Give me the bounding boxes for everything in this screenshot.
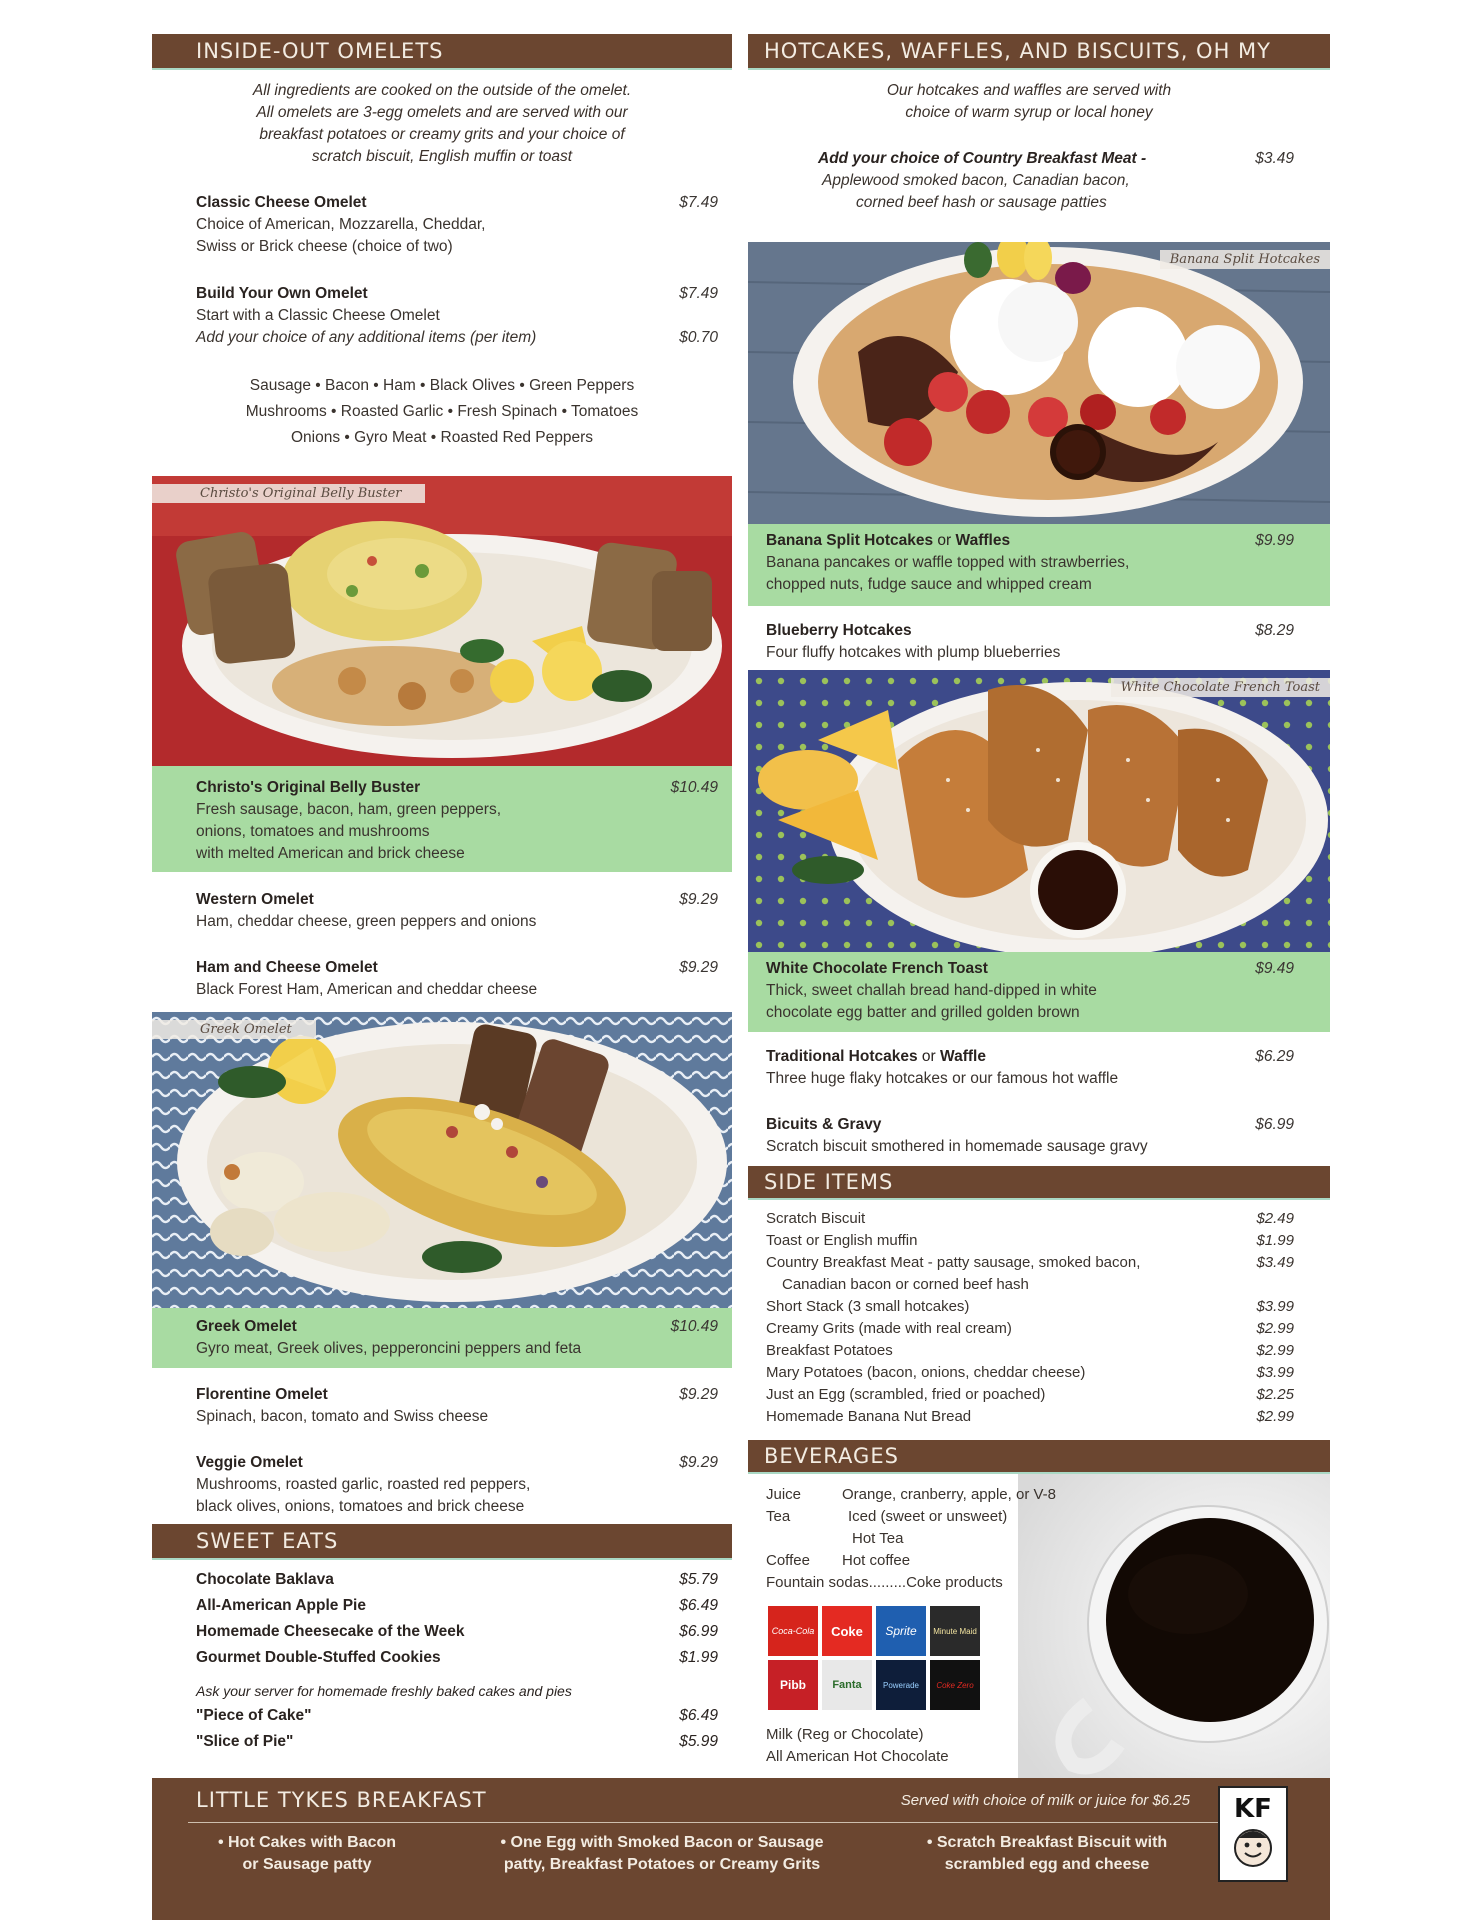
item-name: Waffle	[940, 1048, 986, 1065]
soda-logo	[768, 1660, 818, 1710]
item-price: $1.99	[1256, 1232, 1294, 1249]
item-price: $3.99	[1256, 1364, 1294, 1381]
item-price: $6.99	[1255, 1116, 1294, 1133]
soda-logo	[930, 1660, 980, 1710]
item-name: Add your choice of Country Breakfast Meat -	[818, 150, 1147, 167]
logo-text: Fanta	[832, 1679, 862, 1691]
menu-item-build-your-own	[196, 283, 718, 349]
item-desc: Black Forest Ham, American and cheddar cheese	[196, 981, 538, 998]
option-line: scrambled egg and cheese	[944, 1856, 1150, 1873]
option-line: patty, Breakfast Potatoes or Creamy Grits	[503, 1856, 821, 1873]
bev-juice: Orange, cranberry, apple, or V-8	[842, 1486, 1056, 1503]
item-desc: with melted American and brick cheese	[196, 845, 465, 862]
item-name: Build Your Own Omelet	[196, 285, 368, 302]
item-name: Bicuits & Gravy	[766, 1116, 882, 1133]
menu-item-ham-cheese	[196, 957, 718, 1001]
item-name: Christo's Original Belly Buster	[196, 779, 421, 796]
side-item-continued	[766, 1274, 1294, 1296]
side-item	[766, 1252, 1294, 1274]
intro-line: All omelets are 3-egg omelets and are served with our	[256, 104, 628, 121]
item-price: $9.99	[1255, 532, 1294, 549]
soda-logo	[822, 1660, 872, 1710]
item-desc: black olives, onions, tomatoes and brick cheese	[196, 1498, 525, 1515]
menu-item-western	[196, 889, 718, 933]
menu-item-sweet	[196, 1594, 718, 1618]
item-price: $9.29	[679, 1386, 718, 1403]
side-item	[766, 1230, 1294, 1252]
menu-item-banana-split	[766, 530, 1294, 596]
item-price: $6.49	[679, 1707, 718, 1724]
item-desc: Spinach, bacon, tomato and Swiss cheese	[196, 1408, 489, 1425]
soda-logo	[876, 1660, 926, 1710]
bev-fountain: Fountain sodas.........Coke products	[766, 1574, 1003, 1591]
bev-tea-hot: Hot Tea	[852, 1530, 904, 1547]
side-item	[766, 1208, 1294, 1230]
item-price: $5.79	[679, 1571, 718, 1588]
section-header-sweets	[152, 1524, 732, 1560]
item-price-per-item: $0.70	[679, 329, 718, 346]
section-header-omelets	[152, 34, 732, 70]
soda-logo	[768, 1606, 818, 1656]
little-tykes-section	[152, 1778, 1330, 1920]
section-title: HOTCAKES, WAFFLES, AND BISCUITS, OH MY	[764, 39, 1271, 63]
section-title: SIDE ITEMS	[764, 1170, 894, 1194]
item-name: Mary Potatoes (bacon, onions, cheddar cheese)	[766, 1364, 1086, 1381]
logo-text: Pibb	[780, 1678, 806, 1692]
hotcakes-intro	[768, 80, 1290, 124]
item-name: Western Omelet	[196, 891, 314, 908]
section-header-sides	[748, 1166, 1330, 1200]
french-toast-photo	[748, 670, 1330, 952]
belly-buster-photo	[152, 476, 732, 766]
item-price: $1.99	[679, 1649, 718, 1666]
logo-text: Coke Zero	[936, 1680, 974, 1690]
option-line: • Scratch Breakfast Biscuit with	[926, 1834, 1168, 1851]
bev-hot-chocolate: All American Hot Chocolate	[766, 1748, 949, 1765]
item-price: $5.99	[679, 1733, 718, 1750]
item-name: Greek Omelet	[196, 1318, 297, 1335]
side-item	[766, 1384, 1294, 1406]
item-price: $9.29	[679, 891, 718, 908]
item-name: All-American Apple Pie	[196, 1597, 366, 1614]
item-name: Florentine Omelet	[196, 1386, 328, 1403]
option-line: • Hot Cakes with Bacon	[217, 1834, 397, 1851]
item-desc: onions, tomatoes and mushrooms	[196, 823, 430, 840]
menu-item-classic-cheese	[196, 192, 718, 258]
left-column	[152, 0, 732, 1778]
menu-item-greek	[196, 1316, 718, 1360]
kf-logo	[1218, 1786, 1288, 1882]
item-price: $3.49	[1255, 150, 1294, 167]
item-price: $2.25	[1256, 1386, 1294, 1403]
item-name: Scratch Biscuit	[766, 1210, 866, 1227]
item-name: Just an Egg (scrambled, fried or poached)	[766, 1386, 1046, 1403]
item-price: $2.99	[1256, 1408, 1294, 1425]
menu-item-veggie	[196, 1452, 718, 1518]
intro-line: breakfast potatoes or creamy grits and your choice of	[259, 126, 625, 143]
item-desc: Swiss or Brick cheese (choice of two)	[196, 238, 453, 255]
options-line: Sausage • Bacon • Ham • Black Olives • Green Peppers	[249, 377, 635, 394]
item-name: Classic Cheese Omelet	[196, 194, 367, 211]
item-desc: Start with a Classic Cheese Omelet	[196, 307, 440, 324]
menu-item-sweet	[196, 1704, 718, 1728]
item-name: Country Breakfast Meat - patty sausage, smoked bacon,	[766, 1254, 1141, 1271]
item-price: $8.29	[1255, 622, 1294, 639]
tykes-option	[192, 1832, 422, 1876]
omelet-options	[182, 373, 702, 451]
item-name: Homemade Cheesecake of the Week	[196, 1623, 465, 1640]
item-desc: Fresh sausage, bacon, ham, green peppers,	[196, 801, 502, 818]
section-header-beverages	[748, 1440, 1330, 1474]
side-item	[766, 1296, 1294, 1318]
soda-logo	[876, 1606, 926, 1656]
item-price: $6.99	[679, 1623, 718, 1640]
item-desc: Add your choice of any additional items (per item)	[196, 329, 537, 346]
intro-line: scratch biscuit, English muffin or toast	[311, 148, 573, 165]
item-price: $9.29	[679, 1454, 718, 1471]
item-desc: Gyro meat, Greek olives, pepperoncini peppers and feta	[196, 1340, 582, 1357]
logo-text: Sprite	[885, 1624, 917, 1638]
banana-split-photo	[748, 242, 1330, 524]
intro-line: choice of warm syrup or local honey	[905, 104, 1153, 121]
item-name: Ham and Cheese Omelet	[196, 959, 378, 976]
item-price: $10.49	[670, 779, 718, 796]
item-desc: Choice of American, Mozzarella, Cheddar,	[196, 216, 486, 233]
item-name: Traditional Hotcakes	[766, 1048, 918, 1065]
soda-logo	[822, 1606, 872, 1656]
item-desc: chocolate egg batter and grilled golden brown	[766, 1004, 1080, 1021]
sweets-note: Ask your server for homemade freshly baked cakes and pies	[196, 1683, 572, 1699]
item-name: Toast or English muffin	[766, 1232, 918, 1249]
item-name: Gourmet Double-Stuffed Cookies	[196, 1649, 441, 1666]
options-line: Onions • Gyro Meat • Roasted Red Peppers	[290, 429, 594, 446]
item-name: Canadian bacon or corned beef hash	[782, 1276, 1029, 1293]
greek-omelet-photo	[152, 1012, 732, 1308]
side-item	[766, 1362, 1294, 1384]
item-name: Homemade Banana Nut Bread	[766, 1408, 972, 1425]
coffee-cup-image	[1018, 1474, 1330, 1778]
logo-text: Coca-Cola	[771, 1626, 815, 1636]
menu-item-florentine	[196, 1384, 718, 1428]
logo-text: Coke	[831, 1623, 863, 1639]
item-name: Waffles	[955, 532, 1011, 549]
item-desc: chopped nuts, fudge sauce and whipped cream	[766, 576, 1092, 593]
omelets-intro	[182, 80, 702, 168]
item-price: $7.49	[679, 194, 718, 211]
option-line: or Sausage patty	[242, 1856, 372, 1873]
item-desc: corned beef hash or sausage patties	[856, 194, 1107, 211]
photo-caption: White Chocolate French Toast	[1111, 678, 1330, 697]
item-price: $3.49	[1256, 1254, 1294, 1271]
photo-caption: Christo's Original Belly Buster	[152, 484, 425, 503]
menu-item-sweet	[196, 1646, 718, 1670]
item-name-or: or	[933, 532, 956, 549]
item-name: "Slice of Pie"	[196, 1733, 294, 1750]
tykes-option	[482, 1832, 842, 1876]
item-name: Blueberry Hotcakes	[766, 622, 912, 639]
options-line: Mushrooms • Roasted Garlic • Fresh Spinach • Tomatoes	[245, 403, 639, 420]
section-title: SWEET EATS	[196, 1529, 339, 1553]
item-name: Short Stack (3 small hotcakes)	[766, 1298, 970, 1315]
menu-item-traditional	[766, 1046, 1294, 1090]
section-title: LITTLE TYKES BREAKFAST	[196, 1788, 487, 1812]
item-price: $9.49	[1255, 960, 1294, 977]
item-desc: Scratch biscuit smothered in homemade sausage gravy	[766, 1138, 1148, 1155]
item-desc: Applewood smoked bacon, Canadian bacon,	[822, 172, 1130, 189]
item-price: $3.99	[1256, 1298, 1294, 1315]
intro-line: All ingredients are cooked on the outside of the omelet.	[252, 82, 632, 99]
section-title: BEVERAGES	[764, 1444, 899, 1468]
tykes-note: Served with choice of milk or juice for $6.25	[900, 1792, 1190, 1809]
logo-text: KF	[1234, 1794, 1272, 1824]
item-price: $2.99	[1256, 1342, 1294, 1359]
kid-face-icon	[1231, 1826, 1275, 1870]
side-item	[766, 1340, 1294, 1362]
soda-logo	[930, 1606, 980, 1656]
logo-text: Powerade	[882, 1680, 920, 1690]
section-header-hotcakes	[748, 34, 1330, 70]
bev-coffee: Hot coffee	[842, 1552, 911, 1569]
item-name: Breakfast Potatoes	[766, 1342, 893, 1359]
item-price: $10.49	[670, 1318, 718, 1335]
item-desc: Four fluffy hotcakes with plump blueberries	[766, 644, 1061, 661]
soda-logos	[768, 1606, 988, 1710]
item-name: "Piece of Cake"	[196, 1707, 312, 1724]
item-price: $9.29	[679, 959, 718, 976]
item-price: $2.49	[1256, 1210, 1294, 1227]
item-desc: Ham, cheddar cheese, green peppers and onions	[196, 913, 537, 930]
option-line: • One Egg with Smoked Bacon or Sausage	[500, 1834, 824, 1851]
tykes-option	[902, 1832, 1192, 1876]
menu-item-french-toast	[766, 958, 1294, 1024]
item-desc: Three huge flaky hotcakes or our famous hot waffle	[766, 1070, 1119, 1087]
menu-item-belly-buster	[196, 777, 718, 865]
item-price: $2.99	[1256, 1320, 1294, 1337]
item-name: Chocolate Baklava	[196, 1571, 334, 1588]
side-item	[766, 1318, 1294, 1340]
bev-tea-iced: Iced (sweet or unsweet)	[848, 1508, 1008, 1525]
side-item	[766, 1406, 1294, 1428]
bev-coffee-label: Coffee	[766, 1552, 810, 1569]
right-column	[748, 0, 1330, 1778]
item-name: Creamy Grits (made with real cream)	[766, 1320, 1012, 1337]
menu-item-biscuits-gravy	[766, 1114, 1294, 1158]
item-desc: Thick, sweet challah bread hand-dipped in white	[766, 982, 1097, 999]
item-price: $6.49	[679, 1597, 718, 1614]
item-price: $7.49	[679, 285, 718, 302]
item-desc: Banana pancakes or waffle topped with strawberries,	[766, 554, 1130, 571]
item-name: Veggie Omelet	[196, 1454, 303, 1471]
photo-caption: Banana Split Hotcakes	[1160, 250, 1330, 269]
menu-item-sweet	[196, 1620, 718, 1644]
item-name: Banana Split Hotcakes	[766, 532, 934, 549]
divider	[188, 1822, 1282, 1823]
menu-item-blueberry	[766, 620, 1294, 664]
menu-item-sweet	[196, 1730, 718, 1754]
menu-item-breakfast-meat	[818, 148, 1294, 214]
item-price: $6.29	[1255, 1048, 1294, 1065]
bev-tea-label: Tea	[766, 1508, 791, 1525]
intro-line: Our hotcakes and waffles are served with	[886, 82, 1172, 99]
bev-juice-label: Juice	[766, 1486, 802, 1503]
logo-text: Minute Maid	[933, 1626, 977, 1636]
section-title: INSIDE-OUT OMELETS	[196, 39, 444, 63]
item-name: White Chocolate French Toast	[766, 960, 988, 977]
item-name-or: or	[917, 1048, 941, 1065]
menu-item-sweet	[196, 1568, 718, 1592]
item-desc: Mushrooms, roasted garlic, roasted red peppers,	[196, 1476, 531, 1493]
photo-caption: Greek Omelet	[152, 1020, 316, 1039]
bev-milk: Milk (Reg or Chocolate)	[766, 1726, 924, 1743]
